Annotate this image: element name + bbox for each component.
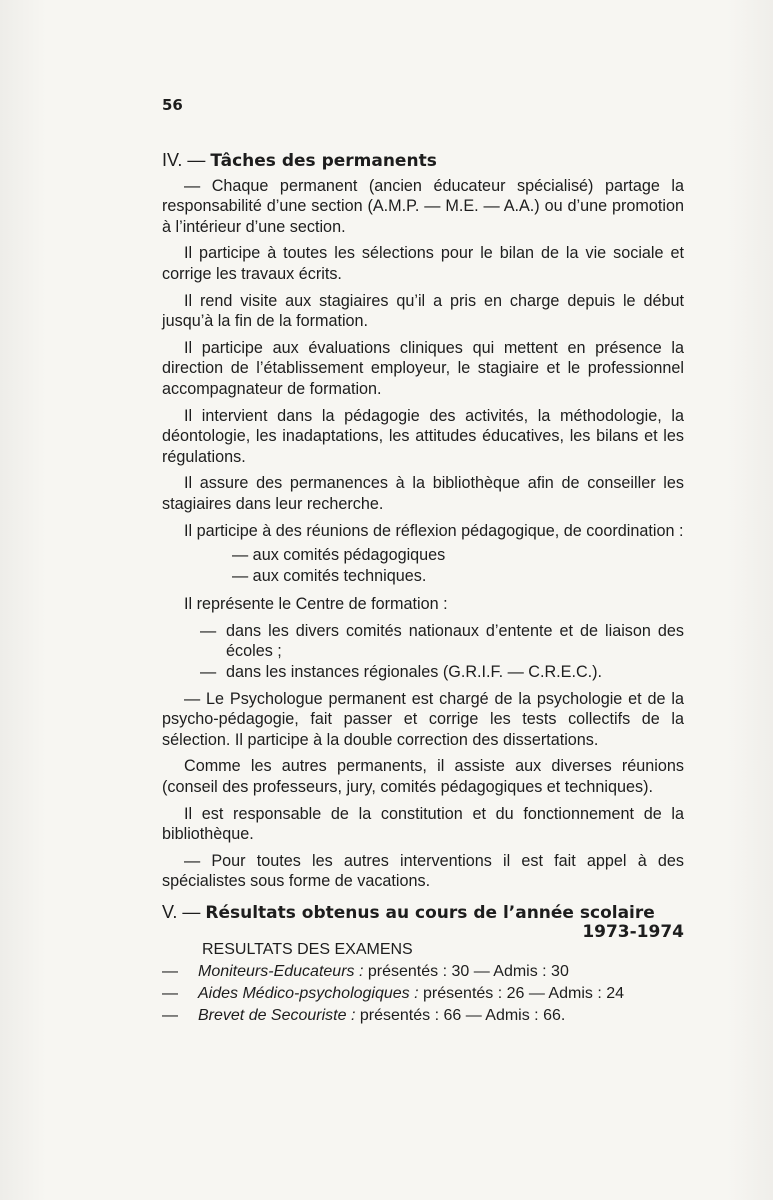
exam-detail: présentés : 30 — Admis : 30 bbox=[367, 962, 569, 980]
exam-name: Brevet de Secouriste : bbox=[198, 1006, 356, 1024]
list-item-text: dans les divers comités nationaux d’entente et de liaison des écoles ; bbox=[226, 621, 684, 661]
list-item bbox=[200, 662, 684, 683]
exam-detail: présentés : 26 — Admis : 24 bbox=[423, 984, 625, 1002]
paragraph-9: — Le Psychologue permanent est chargé de la psychologie et de la psycho-pédagogie, fait passer et corrige les tests collectifs de la sélection. Il participe à la double correction des dissertations. bbox=[162, 689, 684, 749]
page-content bbox=[162, 150, 684, 1027]
school-year: 1973-1974 bbox=[582, 921, 684, 942]
list-dash: — bbox=[162, 1006, 178, 1024]
section-5-numeral: V. — bbox=[162, 902, 201, 922]
exam-detail: présentés : 66 — Admis : 66. bbox=[359, 1006, 566, 1024]
results-title: RESULTATS DES EXAMENS bbox=[202, 941, 413, 959]
result-row bbox=[162, 961, 684, 983]
paragraph-4: Il participe aux évaluations cliniques qui mettent en présence la direction de l’établissement employeur, le stagiaire et le professionnel accompagnateur de formation. bbox=[162, 338, 684, 398]
paragraph-10: Comme les autres permanents, il assiste aux diverses réunions (conseil des professeurs, jury, comités pédagogiques et techniques). bbox=[162, 757, 684, 797]
committees-list bbox=[232, 545, 684, 586]
paragraph-2: Il participe à toutes les sélections pour le bilan de la vie sociale et corrige les travaux écrits. bbox=[162, 244, 684, 283]
section-5-heading bbox=[162, 902, 684, 924]
representation-list bbox=[200, 621, 684, 683]
paragraph-3: Il rend visite aux stagiaires qu’il a pris en charge depuis le début jusqu’à la fin de la formation. bbox=[162, 291, 684, 331]
page-number: 56 bbox=[162, 96, 183, 114]
list-dash: — bbox=[200, 663, 217, 682]
result-row bbox=[162, 983, 684, 1005]
list-dash: — bbox=[200, 621, 217, 640]
list-item: — aux comités pédagogiques bbox=[232, 546, 446, 565]
paragraph-11: Il est responsable de la constitution et du fonctionnement de la bibliothèque. bbox=[162, 804, 684, 844]
exam-name: Aides Médico-psychologiques : bbox=[198, 984, 419, 1002]
list-item-text: dans les instances régionales (G.R.I.F. — C.R.E.C.). bbox=[226, 663, 603, 682]
paragraph-5: Il intervient dans la pédagogie des activités, la méthodologie, la déontologie, les inadaptations, les attitudes éducatives, les bilans et les régulations. bbox=[162, 406, 684, 466]
section-5-title: Résultats obtenus au cours de l’année scolaire bbox=[205, 903, 655, 923]
section-4-numeral: IV. — bbox=[162, 150, 206, 170]
result-row bbox=[162, 1005, 684, 1027]
list-item: — aux comités techniques. bbox=[232, 566, 427, 585]
exam-name: Moniteurs-Educateurs : bbox=[198, 962, 364, 980]
paragraph-6: Il assure des permanences à la bibliothèque afin de conseiller les stagiaires dans leur recherche. bbox=[162, 474, 684, 513]
paragraph-8: Il représente le Centre de formation : bbox=[184, 595, 448, 614]
section-4-title: Tâches des permanents bbox=[210, 151, 437, 171]
results-list bbox=[162, 961, 684, 1027]
list-item bbox=[200, 621, 684, 662]
list-dash: — bbox=[162, 984, 178, 1002]
paragraph-7: Il participe à des réunions de réflexion pédagogique, de coordination : bbox=[184, 521, 684, 540]
paragraph-12: — Pour toutes les autres interventions il est fait appel à des spécialistes sous forme de vacations. bbox=[162, 851, 684, 891]
paragraph-1: — Chaque permanent (ancien éducateur spécialisé) partage la responsabilité d’une section (A.M.P. — M.E. — A.A.) ou d’une promotion à l’intérieur d’une section. bbox=[162, 176, 684, 236]
section-4-heading bbox=[162, 150, 684, 172]
list-dash: — bbox=[162, 962, 178, 980]
